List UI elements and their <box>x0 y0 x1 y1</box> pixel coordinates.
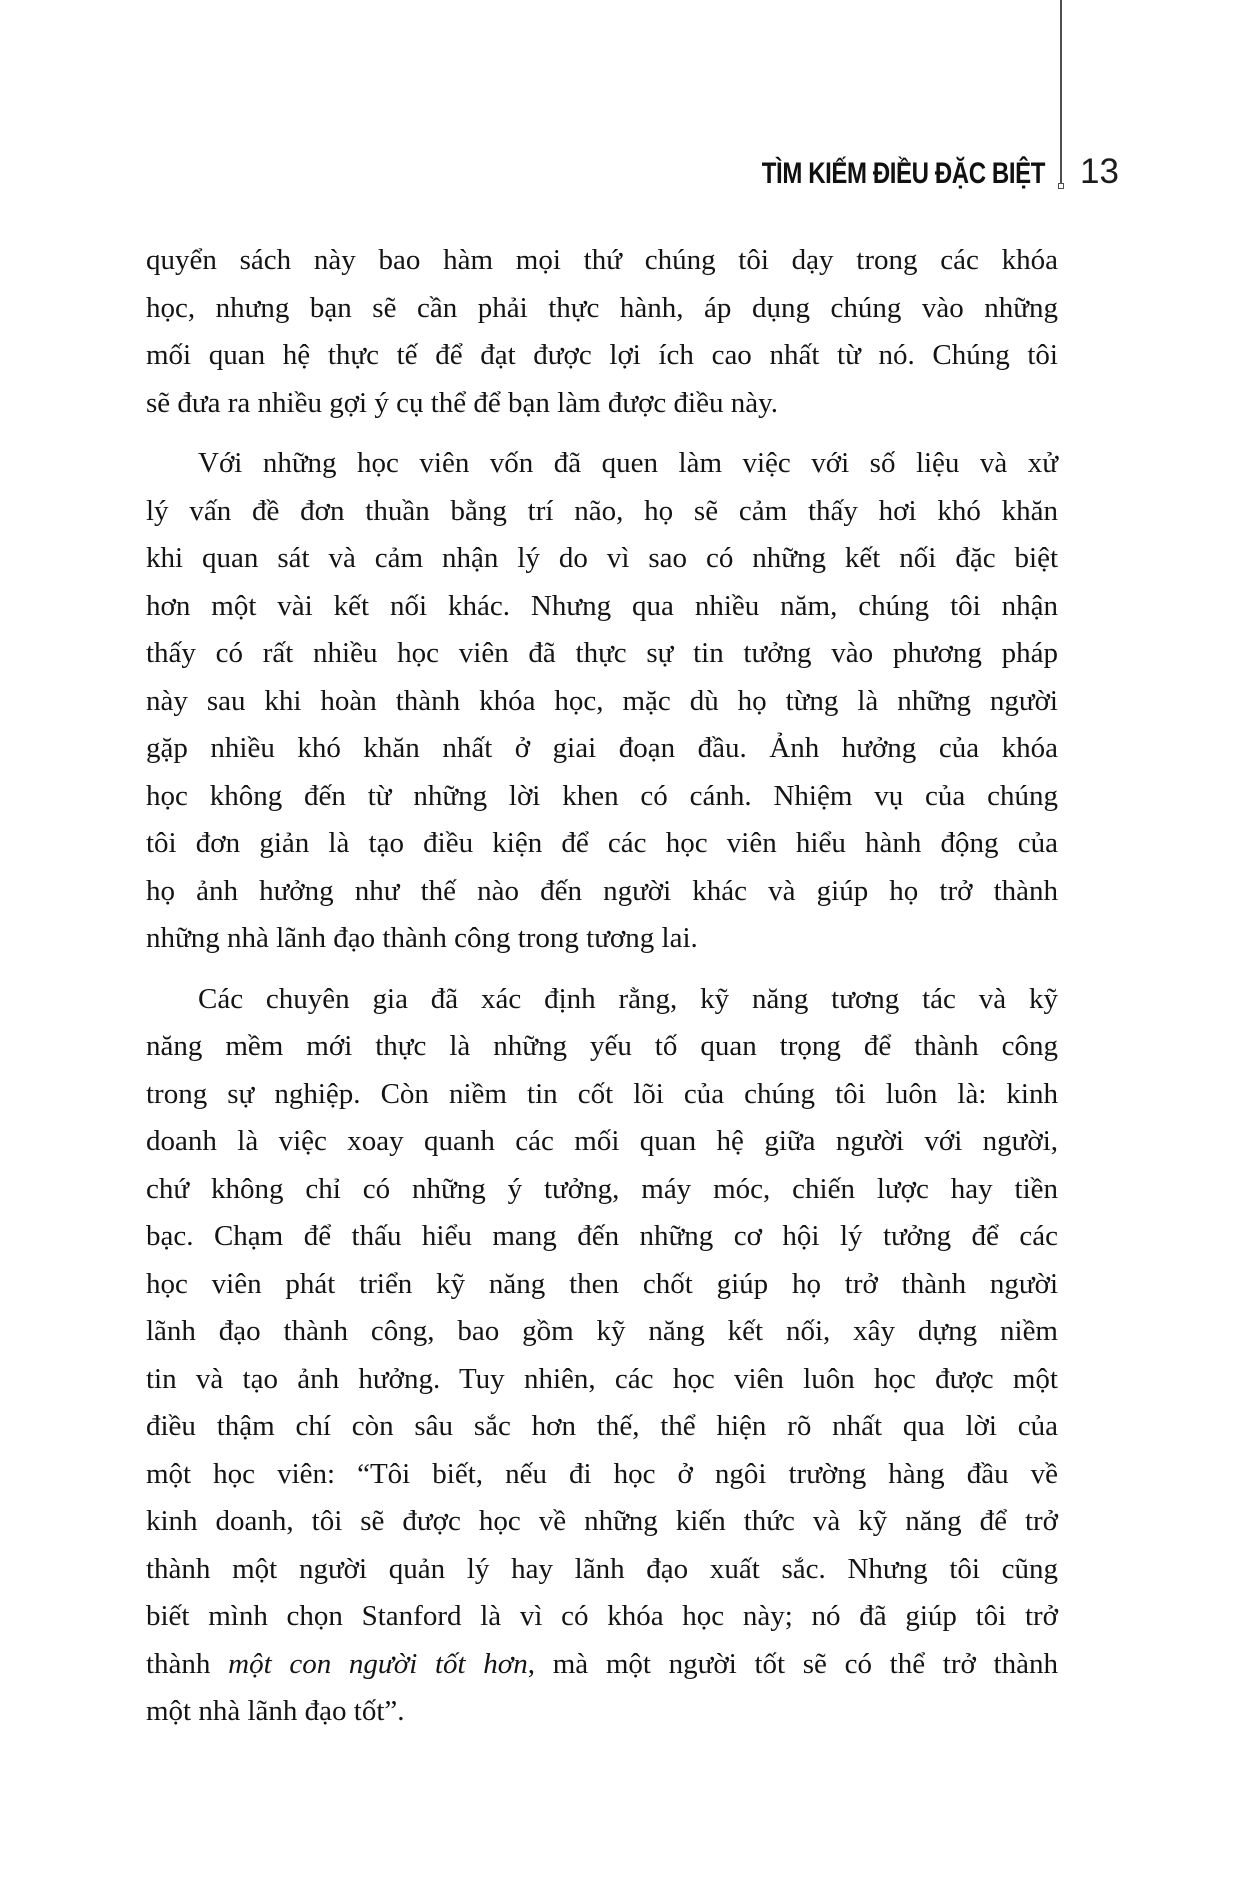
paragraph <box>146 976 1058 1736</box>
text-line: mối quan hệ thực tế để đạt được lợi ích cao nhất từ nó. Chúng tôi <box>146 339 1058 371</box>
text-line: họ ảnh hưởng như thế nào đến người khác và giúp họ trở thành <box>146 874 1058 907</box>
page-number: 13 <box>1080 152 1119 191</box>
text-line: một học viên: “Tôi biết, nếu đi học ở ngôi trường hàng đầu về <box>146 1457 1058 1490</box>
text-line: quyển sách này bao hàm mọi thứ chúng tôi dạy trong các khóa <box>146 244 1058 276</box>
text-line: gặp nhiều khó khăn nhất ở giai đoạn đầu. Ảnh hưởng của khóa <box>146 732 1058 764</box>
text-line: khi quan sát và cảm nhận lý do vì sao có những kết nối đặc biệt <box>146 542 1058 574</box>
text-line: năng mềm mới thực là những yếu tố quan trọng để thành công <box>146 1030 1058 1062</box>
text-segment: thành <box>146 1647 229 1680</box>
text-line: kinh doanh, tôi sẽ được học về những kiến thức và kỹ năng để trở <box>146 1505 1058 1537</box>
text-segment: , mà một người tốt sẽ có thể trở thành <box>527 1647 1058 1680</box>
text-line: học, nhưng bạn sẽ cần phải thực hành, áp dụng chúng vào những <box>146 291 1058 324</box>
text-line: bạc. Chạm để thấu hiểu mang đến những cơ hội lý tưởng để các <box>146 1220 1058 1252</box>
text-line: thành một người quản lý hay lãnh đạo xuất sắc. Nhưng tôi cũng <box>146 1552 1058 1585</box>
running-head-title: TÌM KIẾM ĐIỀU ĐẶC BIỆT <box>761 157 1045 190</box>
text-line: lý vấn đề đơn thuần bằng trí não, họ sẽ cảm thấy hơi khó khăn <box>146 494 1058 527</box>
text-line: học không đến từ những lời khen có cánh. Nhiệm vụ của chúng <box>146 779 1058 812</box>
text-line: trong sự nghiệp. Còn niềm tin cốt lõi của chúng tôi luôn là: kinh <box>146 1077 1058 1110</box>
header-divider-endcap <box>1058 183 1064 189</box>
italic-segment: một con người tốt hơn <box>228 1647 528 1680</box>
text-line: Các chuyên gia đã xác định rằng, kỹ năng tương tác và kỹ <box>198 982 1058 1015</box>
paragraph <box>146 237 1058 427</box>
text-line: những nhà lãnh đạo thành công trong tương lai. <box>146 922 698 954</box>
text-line: điều thậm chí còn sâu sắc hơn thế, thể hiện rõ nhất qua lời của <box>146 1410 1058 1442</box>
text-line: này sau khi hoàn thành khóa học, mặc dù họ từng là những người <box>146 684 1058 717</box>
text-line: Với những học viên vốn đã quen làm việc với số liệu và xử <box>198 447 1058 479</box>
text-line: lãnh đạo thành công, bao gồm kỹ năng kết nối, xây dựng niềm <box>146 1315 1058 1347</box>
page-body <box>146 237 1058 1736</box>
text-line: một nhà lãnh đạo tốt”. <box>146 1695 405 1727</box>
header-divider-line <box>1060 0 1062 183</box>
text-line: doanh là việc xoay quanh các mối quan hệ giữa người với người, <box>146 1125 1058 1157</box>
text-line: sẽ đưa ra nhiều gợi ý cụ thể để bạn làm được điều này. <box>146 386 778 419</box>
text-line: thấy có rất nhiều học viên đã thực sự tin tưởng vào phương pháp <box>146 637 1058 669</box>
text-line <box>146 1641 1058 1689</box>
text-line: tin và tạo ảnh hưởng. Tuy nhiên, các học viên luôn học được một <box>146 1362 1058 1395</box>
text-line: biết mình chọn Stanford là vì có khóa học này; nó đã giúp tôi trở <box>146 1600 1058 1632</box>
paragraph <box>146 440 1058 963</box>
text-line: chứ không chỉ có những ý tưởng, máy móc, chiến lược hay tiền <box>146 1172 1058 1205</box>
text-line: tôi đơn giản là tạo điều kiện để các học viên hiểu hành động của <box>146 827 1058 859</box>
text-line: học viên phát triển kỹ năng then chốt giúp họ trở thành người <box>146 1267 1058 1300</box>
text-line: hơn một vài kết nối khác. Nhưng qua nhiều năm, chúng tôi nhận <box>146 589 1058 622</box>
